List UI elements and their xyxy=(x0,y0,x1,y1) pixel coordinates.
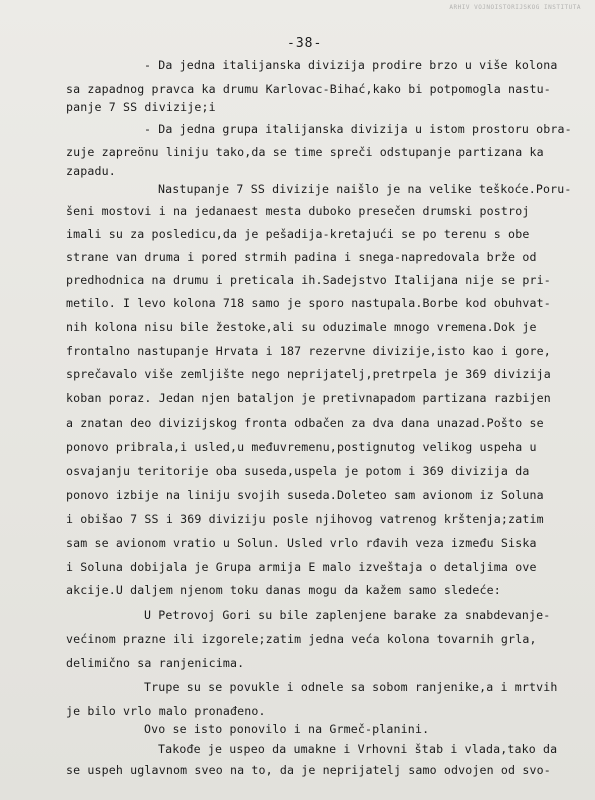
text-line: je bilo vrlo malo pronađeno. xyxy=(66,704,266,718)
text-line: nih kolona nisu bile žestoke,ali su oduzimale mnogo vremena.Dok je xyxy=(66,320,537,334)
text-line: sam se avionom vratio u Solun. Usled vrlo rđavih veza između Siska xyxy=(66,536,537,550)
text-line: Nastupanje 7 SS divizije naišlo je na velike teškoće.Poru- xyxy=(158,182,572,196)
text-line: ponovo pribrala,i usled,u međuvremenu,postignutog velikog uspeha u xyxy=(66,440,537,454)
text-line: akcije.U daljem njenom toku danas mogu da kažem samo sledeće: xyxy=(66,583,501,597)
text-line: šeni mostovi i na jedanaest mesta duboko presečen drumski postroj xyxy=(66,204,530,218)
text-line: se uspeh uglavnom sveo na to, da je neprijatelj samo odvojen od svo- xyxy=(66,763,551,777)
text-line: predhodnica na drumu i preticala ih.Sadejstvo Italijana nije se pri- xyxy=(66,273,551,287)
text-line: - Da jedna grupa italijanska divizija u istom prostoru obra- xyxy=(144,122,572,136)
text-line: ponovo izbije na liniju svojih suseda.Doleteo sam avionom iz Soluna xyxy=(66,488,544,502)
text-line: delimično sa ranjenicima. xyxy=(66,656,245,670)
text-line: panje 7 SS divizije;i xyxy=(66,100,216,114)
text-line: zuje zapreönu liniju tako,da se time spreči odstupanje partizana ka xyxy=(66,145,544,159)
text-line: većinom prazne ili izgorele;zatim jedna veća kolona tovarnih grla, xyxy=(66,632,537,646)
text-line: imali su za posledicu,da je pešadija-kretajući se po terenu s obe xyxy=(66,227,530,241)
text-line: sprečavalo više zemljište nego neprijatelj,pretrpela je 369 divizija xyxy=(66,367,551,381)
text-line: Ovo se isto ponovilo i na Grmeč-planini. xyxy=(144,722,430,736)
text-line: a znatan deo divizijskog fronta odbačen za dva dana unazad.Pošto se xyxy=(66,416,544,430)
page-number: -38- xyxy=(287,36,323,51)
text-line: strane van druma i pored strmih padina i snega-napredovala brže od xyxy=(66,250,537,264)
text-line: - Da jedna italijanska divizija prodire brzo u više kolona xyxy=(144,58,558,72)
text-line: Takođe je uspeo da umakne i Vrhovni štab i vlada,tako da xyxy=(158,742,558,756)
text-line: Trupe su se povukle i odnele sa sobom ranjenike,a i mrtvih xyxy=(144,680,558,694)
text-line: osvajanju teritorije oba suseda,uspela je potom i 369 divizija da xyxy=(66,464,530,478)
text-line: i obišao 7 SS i 369 diviziju posle njihovog vatrenog krštenja;zatim xyxy=(66,512,544,526)
text-line: metilo. I levo kolona 718 samo je sporo nastupala.Borbe kod obuhvat- xyxy=(66,296,551,310)
text-line: sa zapadnog pravca ka drumu Karlovac-Bihać,kako bi potpomogla nastu- xyxy=(66,82,551,96)
text-line: zapadu. xyxy=(66,164,116,178)
text-line: koban poraz. Jedan njen bataljon je pretivnapadom partizana razbijen xyxy=(66,391,551,405)
text-line: frontalno nastupanje Hrvata i 187 rezervne divizije,isto kao i gore, xyxy=(66,344,551,358)
archive-stamp: ARHIV VOJNOISTORIJSKOG INSTITUTA xyxy=(449,4,581,11)
text-line: U Petrovoj Gori su bile zaplenjene barake za snabdevanje- xyxy=(144,608,551,622)
text-line: i Soluna dobijala je Grupa armija E malo izveštaja o detaljima ove xyxy=(66,560,537,574)
